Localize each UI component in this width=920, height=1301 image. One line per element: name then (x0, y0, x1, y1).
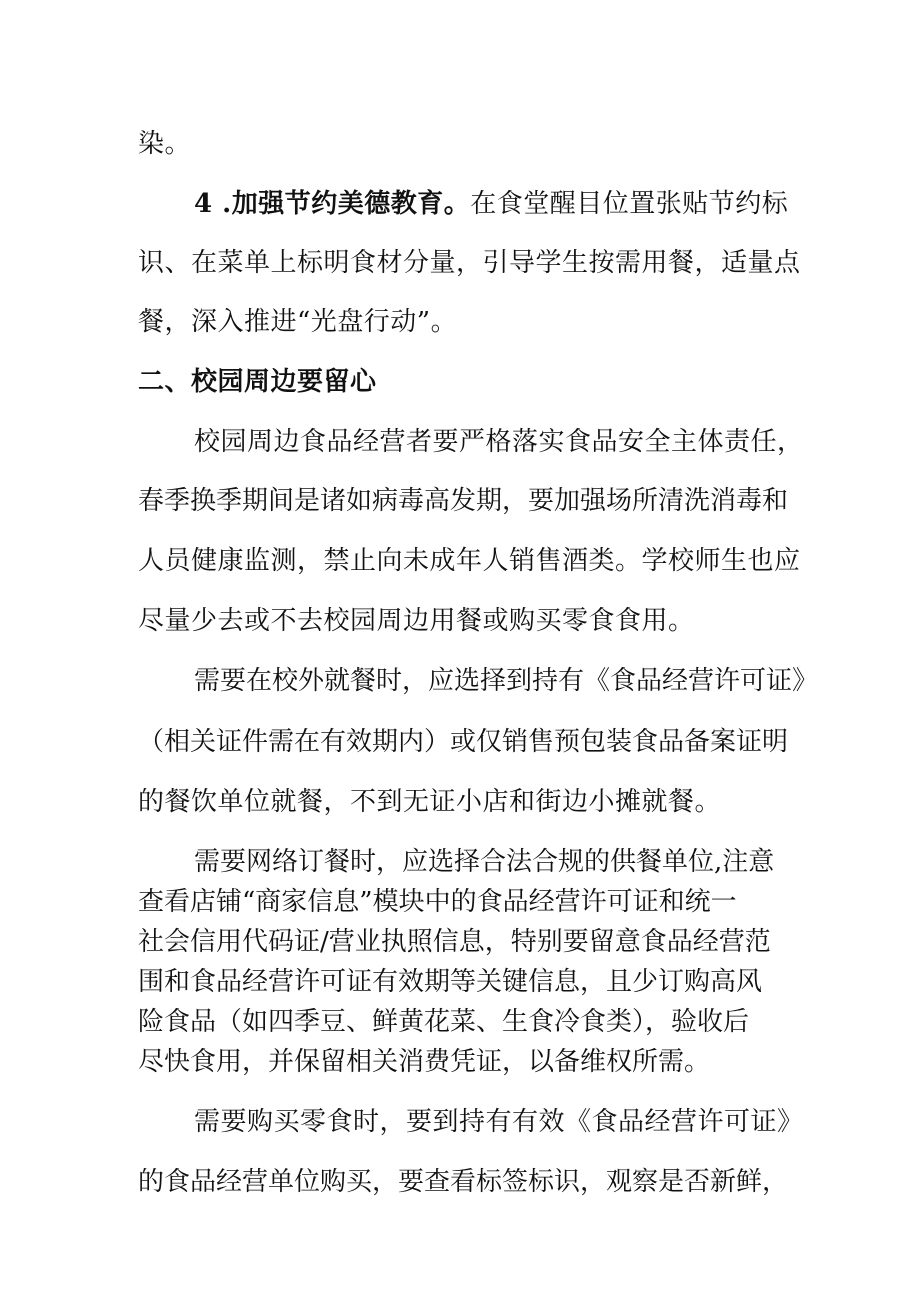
text-line-13 (138, 886, 737, 918)
text-line-17 (138, 1046, 710, 1078)
paragraph-text: 社会信用代码证/营业执照信息，特别要留意食品经营范 (138, 927, 771, 957)
text-line-16 (138, 1006, 749, 1038)
paragraph-text: 识、在菜单上标明食材分量，引导学生按需用餐，适量点 (138, 248, 801, 278)
text-line-5 (194, 426, 804, 458)
item-heading: 4 .加强节约美德教育。 (194, 189, 471, 219)
text-line-11 (138, 786, 721, 818)
section-heading (138, 366, 377, 398)
paragraph-text: （相关证件需在有效期内）或仅销售预包装食品备案证明 (138, 727, 789, 757)
text-line-14 (138, 926, 771, 958)
text-line-4 (138, 306, 457, 338)
paragraph-text: 需要在校外就餐时，应选择到持有《食品经营许可证》 (194, 666, 819, 696)
text-line-2 (194, 188, 788, 220)
text-line-6 (138, 485, 788, 517)
paragraph-text: 的餐饮单位就餐，不到无证小店和街边小摊就餐。 (138, 787, 722, 817)
text-line-7 (138, 545, 801, 577)
paragraph-text: 校园周边食品经营者要严格落实食品安全主体责任， (194, 427, 804, 457)
paragraph-text: 染。 (138, 129, 192, 159)
text-line-12 (194, 846, 774, 878)
text-line-10 (138, 726, 788, 758)
paragraph-text: 人员健康监测，禁止向未成年人销售酒类。学校师生也应 (138, 546, 801, 576)
paragraph-text: 查看店铺“商家信息”模块中的食品经营许可证和统一 (138, 887, 737, 917)
section-title: 二、校园周边要留心 (138, 367, 377, 397)
paragraph-text: 需要网络订餐时，应选择合法合规的供餐单位,注意 (194, 847, 775, 877)
text-line-1 (138, 128, 191, 160)
text-line-19 (138, 1166, 788, 1198)
text-line-3 (138, 247, 801, 279)
paragraph-text: 需要购买零食时，要到持有有效《食品经营许可证》 (194, 1107, 804, 1137)
paragraph-text: 餐，深入推进“光盘行动”。 (138, 307, 458, 337)
text-line-18 (194, 1106, 804, 1138)
text-line-8 (138, 605, 695, 637)
paragraph-text: 尽快食用，并保留相关消费凭证，以备维权所需。 (138, 1047, 711, 1077)
paragraph-text: 的食品经营单位购买，要查看标签标识，观察是否新鲜， (138, 1167, 789, 1197)
paragraph-text: 险食品（如四季豆、鲜黄花菜、生食冷食类），验收后 (138, 1007, 750, 1037)
text-line-15 (138, 966, 762, 998)
text-line-9 (194, 665, 818, 697)
paragraph-text: 围和食品经营许可证有效期等关键信息，且少订购高风 (138, 967, 763, 997)
paragraph-text: 在食堂醒目位置张贴节约标 (470, 189, 789, 219)
paragraph-text: 春季换季期间是诸如病毒高发期，要加强场所清洗消毒和 (138, 486, 789, 516)
paragraph-text: 尽量少去或不去校园周边用餐或购买零食食用。 (138, 606, 695, 636)
